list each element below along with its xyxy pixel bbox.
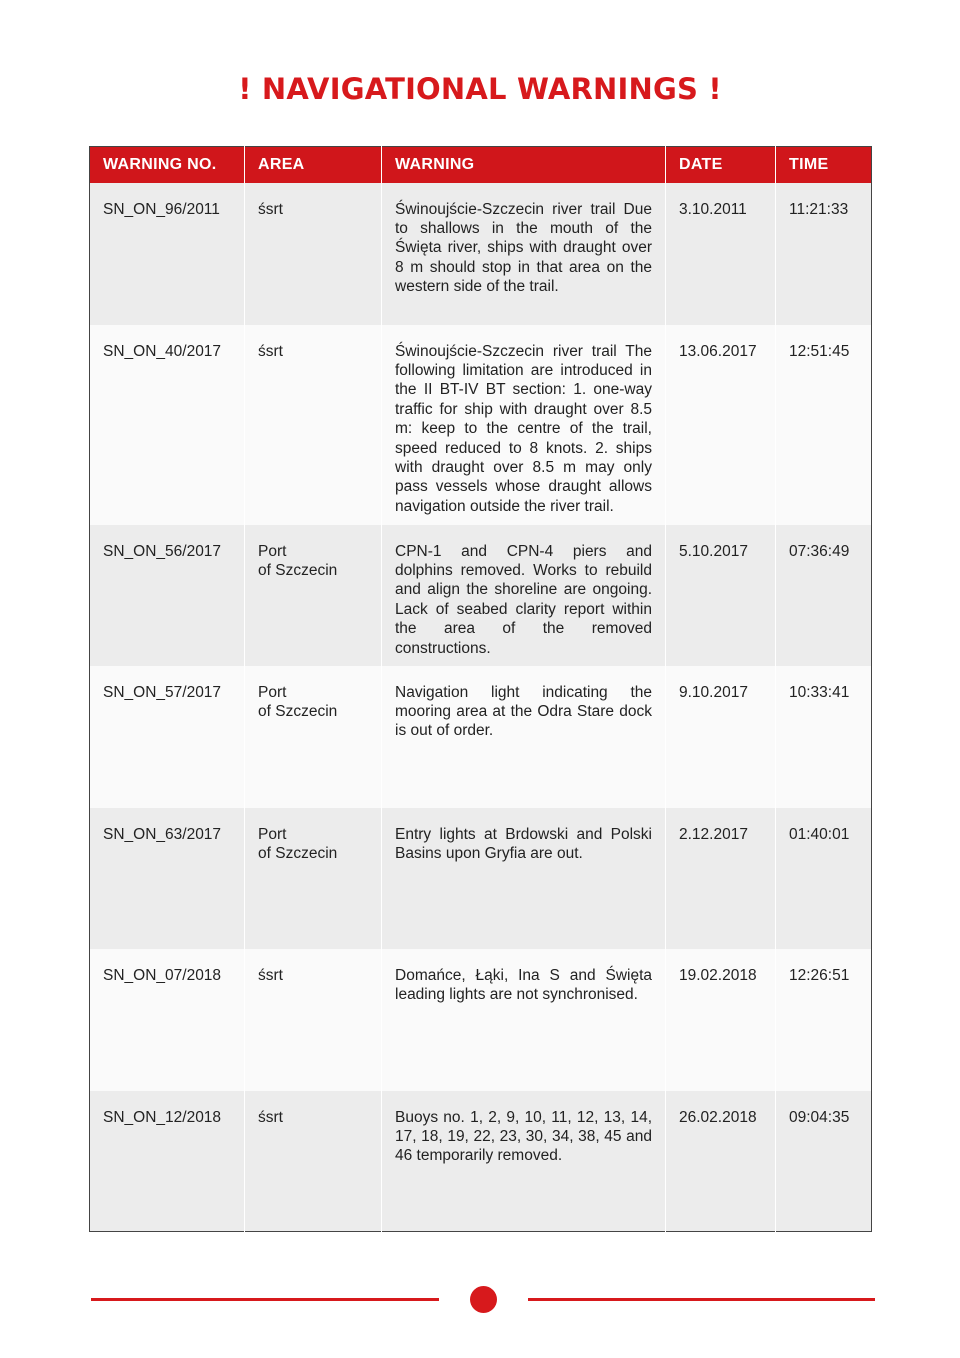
- footer-dot: [470, 1286, 497, 1313]
- header-date: DATE: [666, 147, 776, 183]
- warning-area: śsrt: [245, 1091, 382, 1232]
- warning-area: śsrt: [245, 183, 382, 325]
- table-row: [90, 183, 872, 325]
- warning-time: 12:51:45: [776, 325, 872, 525]
- warning-date: 13.06.2017: [666, 325, 776, 525]
- warning-text: Navigation light indicating the mooring area at the Odra Stare dock is out of order.: [382, 666, 666, 808]
- warning-number: SN_ON_56/2017: [90, 525, 245, 666]
- warning-text: Świnoujście-Szczecin river trail Due to shallows in the mouth of the Święta river, ships with draught over 8 m should stop in that area on the western side of the trail.: [382, 183, 666, 325]
- warning-number: SN_ON_57/2017: [90, 666, 245, 808]
- warning-text: Świnoujście-Szczecin river trail The following limitation are introduced in the II BT-IV BT section: 1. one-way traffic for ship with draught over 8.5 m: keep to the centre of the trail, speed reduced to 8 knots. 2. ships with draught over 8.5 m may only pass vessels whose draught allows navigation outside the river trail.: [382, 325, 666, 525]
- warning-date: 9.10.2017: [666, 666, 776, 808]
- warning-number: SN_ON_96/2011: [90, 183, 245, 325]
- warning-text: Buoys no. 1, 2, 9, 10, 11, 12, 13, 14, 17, 18, 19, 22, 23, 30, 34, 38, 45 and 46 temporarily removed.: [382, 1091, 666, 1232]
- table-row: [90, 949, 872, 1091]
- table-row: [90, 525, 872, 666]
- table-row: [90, 1091, 872, 1232]
- warning-time: 09:04:35: [776, 1091, 872, 1232]
- page-title: ! NAVIGATIONAL WARNINGS !: [238, 72, 722, 106]
- warning-text: Domańce, Łąki, Ina S and Święta leading lights are not synchronised.: [382, 949, 666, 1091]
- footer-divider-left: [91, 1298, 439, 1301]
- warning-date: 19.02.2018: [666, 949, 776, 1091]
- warning-time: 01:40:01: [776, 808, 872, 949]
- table-header-row: [90, 147, 872, 183]
- warning-text: Entry lights at Brdowski and Polski Basins upon Gryfia are out.: [382, 808, 666, 949]
- warning-text: CPN-1 and CPN-4 piers and dolphins removed. Works to rebuild and align the shoreline are ongoing. Lack of seabed clarity report within the area of the removed constructions.: [382, 525, 666, 666]
- warning-number: SN_ON_63/2017: [90, 808, 245, 949]
- warning-date: 26.02.2018: [666, 1091, 776, 1232]
- warning-number: SN_ON_40/2017: [90, 325, 245, 525]
- table-row: [90, 325, 872, 525]
- table-row: [90, 808, 872, 949]
- warning-time: 07:36:49: [776, 525, 872, 666]
- warning-date: 5.10.2017: [666, 525, 776, 666]
- warnings-table: [89, 146, 872, 1232]
- table-row: [90, 666, 872, 808]
- warning-time: 12:26:51: [776, 949, 872, 1091]
- warning-area: śsrt: [245, 949, 382, 1091]
- footer-divider-right: [528, 1298, 875, 1301]
- header-warning: WARNING: [382, 147, 666, 183]
- warning-area: Port of Szczecin: [245, 808, 382, 949]
- warning-date: 2.12.2017: [666, 808, 776, 949]
- header-time: TIME: [776, 147, 872, 183]
- header-area: AREA: [245, 147, 382, 183]
- warning-area: śsrt: [245, 325, 382, 525]
- warning-area: Port of Szczecin: [245, 525, 382, 666]
- warning-number: SN_ON_07/2018: [90, 949, 245, 1091]
- header-warning-no: WARNING NO.: [90, 147, 245, 183]
- warning-area: Port of Szczecin: [245, 666, 382, 808]
- warning-number: SN_ON_12/2018: [90, 1091, 245, 1232]
- warning-time: 11:21:33: [776, 183, 872, 325]
- warning-date: 3.10.2011: [666, 183, 776, 325]
- warning-time: 10:33:41: [776, 666, 872, 808]
